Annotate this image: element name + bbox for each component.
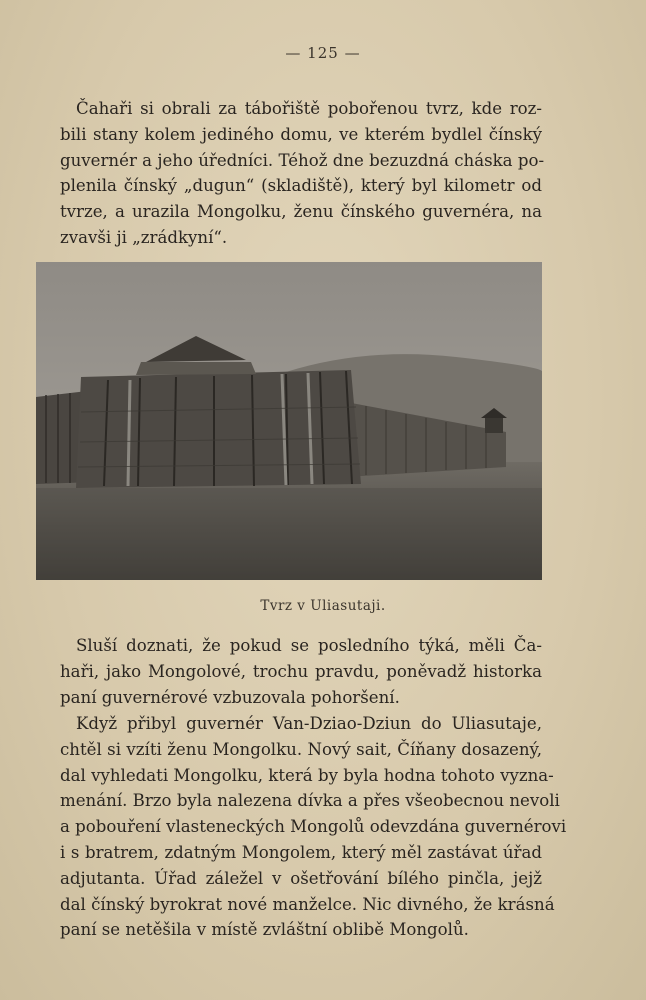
text-line: i s bratrem, zdatným Mongolem, který měl zastávat úřad	[60, 842, 542, 862]
paragraph-1	[60, 96, 545, 251]
paragraph-2	[60, 633, 542, 710]
text-line: Když přibyl guvernér Van-Dziao-Dziun do Uliasutaje,	[76, 714, 542, 733]
text-line: Sluší doznati, že pokud se posledního týká, měli Ča-	[76, 636, 542, 655]
text-line: a pobouření vlasteneckých Mongolů odevzdána guvernérovi	[60, 817, 567, 837]
text-line: zvavši ji „zrádkyní“.	[60, 227, 228, 247]
text-line: bili stany kolem jediného domu, ve kterém bydlel čínský	[60, 124, 542, 144]
text-line: dal vyhledati Mongolku, která by byla hodna tohoto vyzna-	[60, 765, 554, 785]
page-number: — 125 —	[285, 44, 361, 62]
paragraph-3	[60, 711, 567, 943]
text-line: paní se netěšila v místě zvláštní oblibě Mongolů.	[60, 920, 469, 940]
text-line: chtěl si vzíti ženu Mongolku. Nový sait, Číňany dosazený,	[60, 739, 542, 759]
figure-caption: Tvrz v Uliasutaji.	[260, 598, 386, 614]
text-line: Čahaři si obrali za tábořiště pobořenou tvrz, kde roz-	[76, 99, 542, 118]
text-line: menání. Brzo byla nalezena dívka a přes všeobecnou nevoli	[60, 791, 560, 811]
text-line: paní guvernérové vzbuzovala pohoršení.	[60, 687, 400, 707]
fortress-photo	[36, 262, 542, 580]
text-line: tvrze, a urazila Mongolku, ženu čínského guvernéra, na	[60, 202, 542, 222]
text-line: plenila čínský „dugun“ (skladiště), který byl kilometr od	[60, 176, 542, 196]
text-line: guvernér a jeho úředníci. Téhož dne bezuzdná cháska po-	[60, 150, 545, 170]
text-line: dal čínský byrokrat nové manželce. Nic divného, že krásná	[60, 894, 555, 914]
text-line: adjutanta. Úřad záležel v ošetřování bílého pinčla, jejž	[60, 868, 542, 888]
text-line: haři, jako Mongolové, trochu pravdu, poněvadž historka	[60, 661, 542, 681]
